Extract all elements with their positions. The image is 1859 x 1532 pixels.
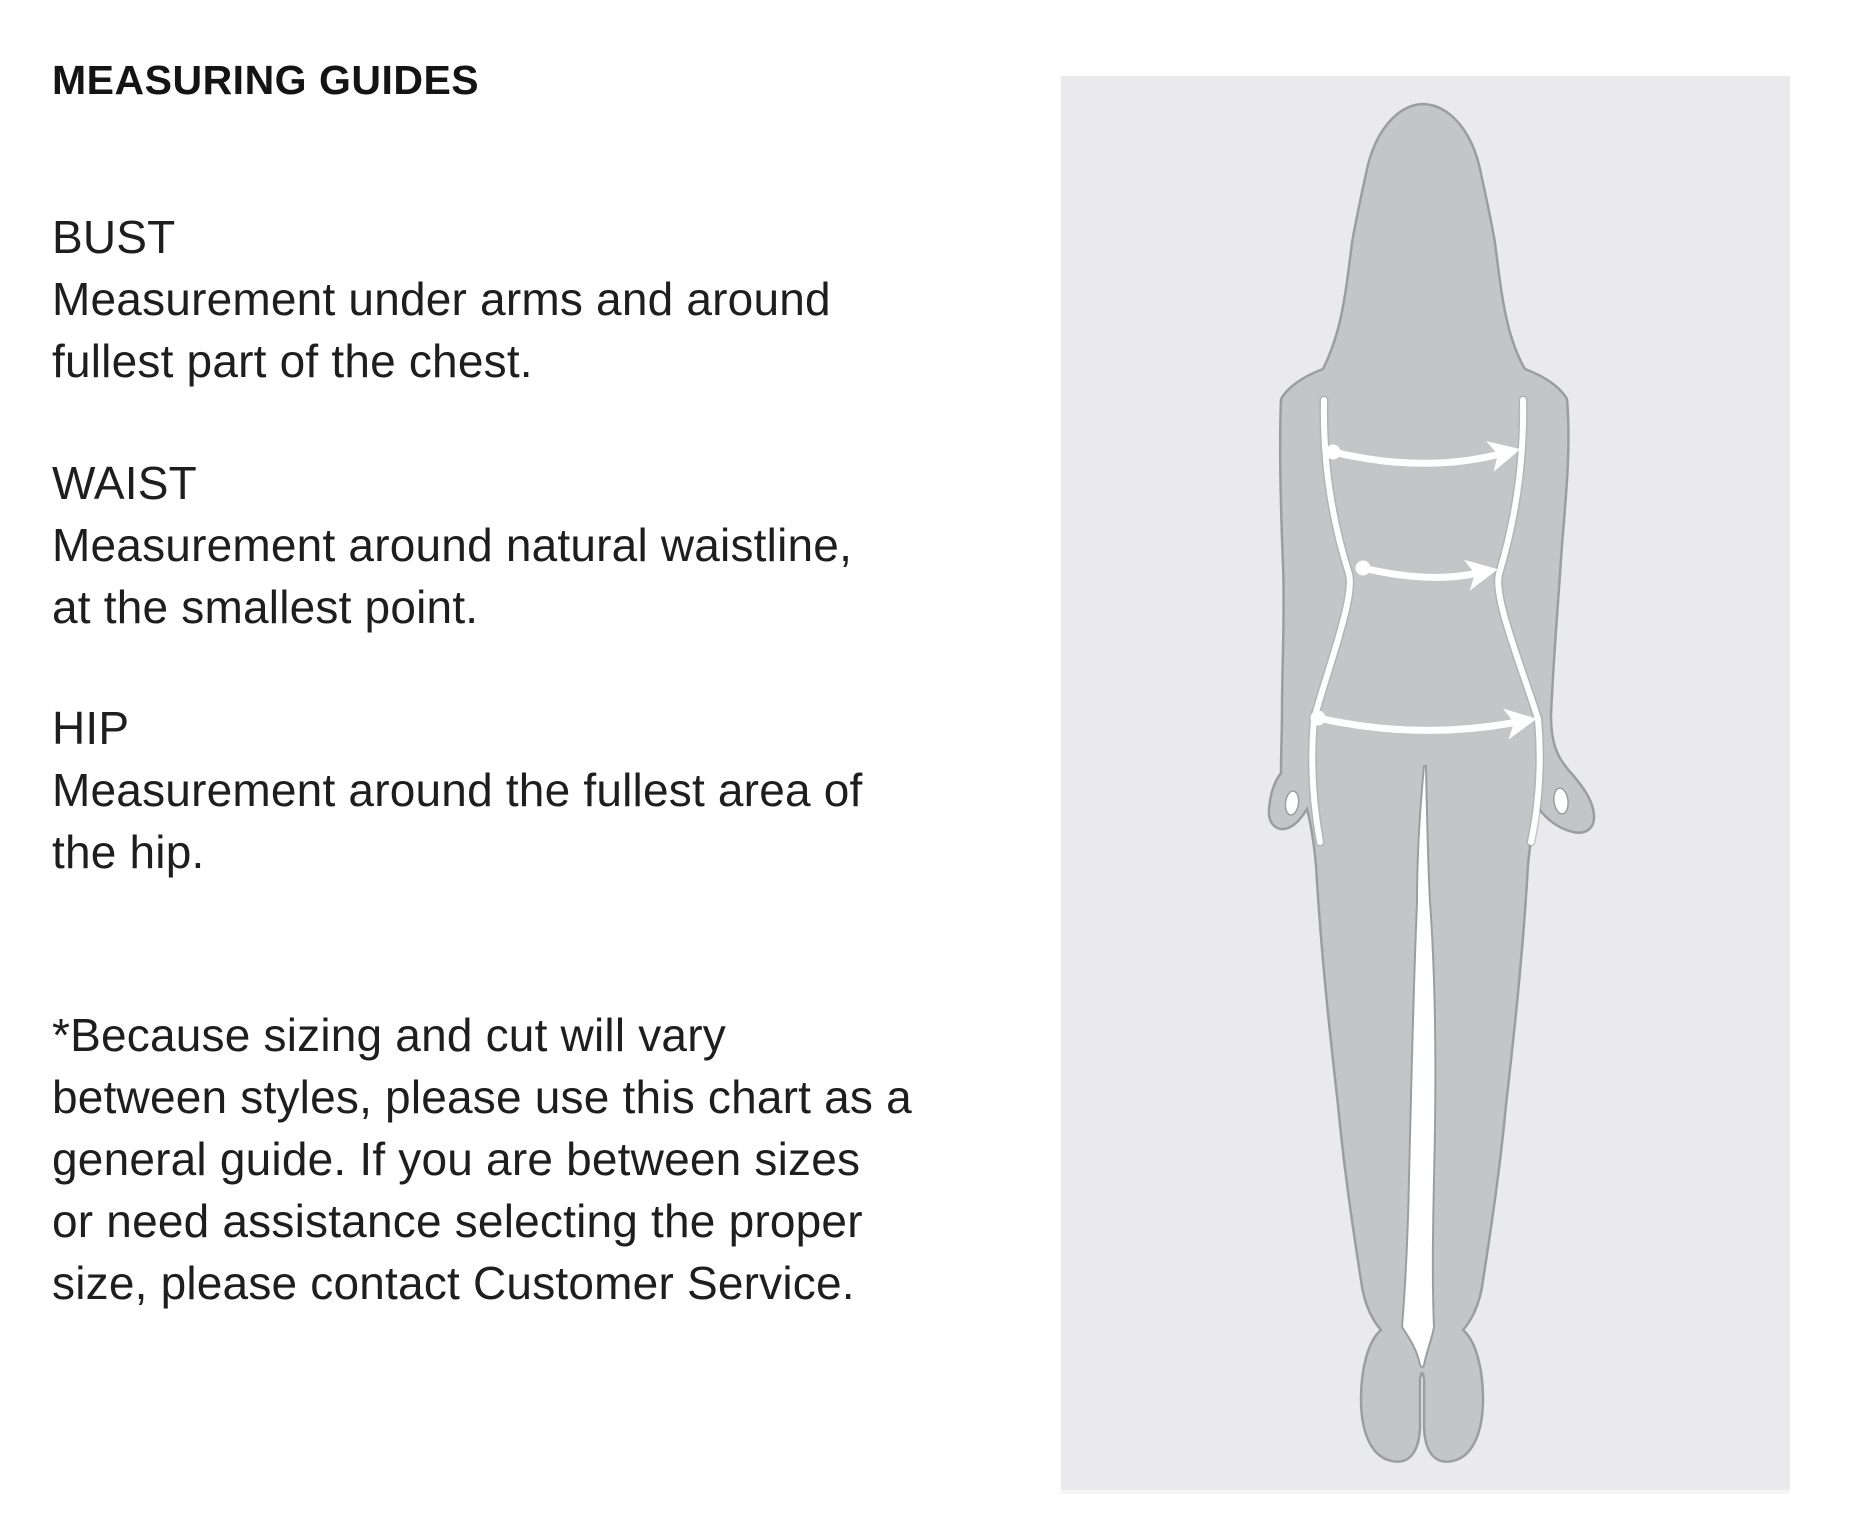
guide-hip-label: HIP	[52, 702, 130, 754]
disclaimer-line: general guide. If you are between sizes	[52, 1133, 861, 1185]
disclaimer-line: or need assistance selecting the proper	[52, 1195, 863, 1247]
guide-waist-label: WAIST	[52, 457, 197, 509]
page-title: MEASURING GUIDES	[52, 57, 480, 103]
guide-waist-description-line: Measurement around natural waistline,	[52, 519, 853, 571]
female-body-silhouette-image	[1061, 76, 1790, 1490]
guide-bust	[52, 206, 831, 392]
guide-waist	[52, 452, 852, 638]
disclaimer-line: size, please contact Customer Service.	[52, 1257, 855, 1309]
disclaimer-line: between styles, please use this chart as a	[52, 1071, 912, 1123]
guide-bust-description-line: fullest part of the chest.	[52, 335, 533, 387]
guide-hip-description-line: the hip.	[52, 826, 205, 878]
disclaimer-line: *Because sizing and cut will vary	[52, 1009, 726, 1061]
guide-hip-description-line: Measurement around the fullest area of	[52, 764, 863, 816]
silhouette-panel	[1061, 76, 1790, 1490]
sizing-disclaimer	[52, 1004, 912, 1314]
guide-hip	[52, 697, 863, 883]
guide-bust-label: BUST	[52, 211, 176, 263]
guide-bust-description-line: Measurement under arms and around	[52, 273, 831, 325]
guide-waist-description-line: at the smallest point.	[52, 581, 479, 633]
